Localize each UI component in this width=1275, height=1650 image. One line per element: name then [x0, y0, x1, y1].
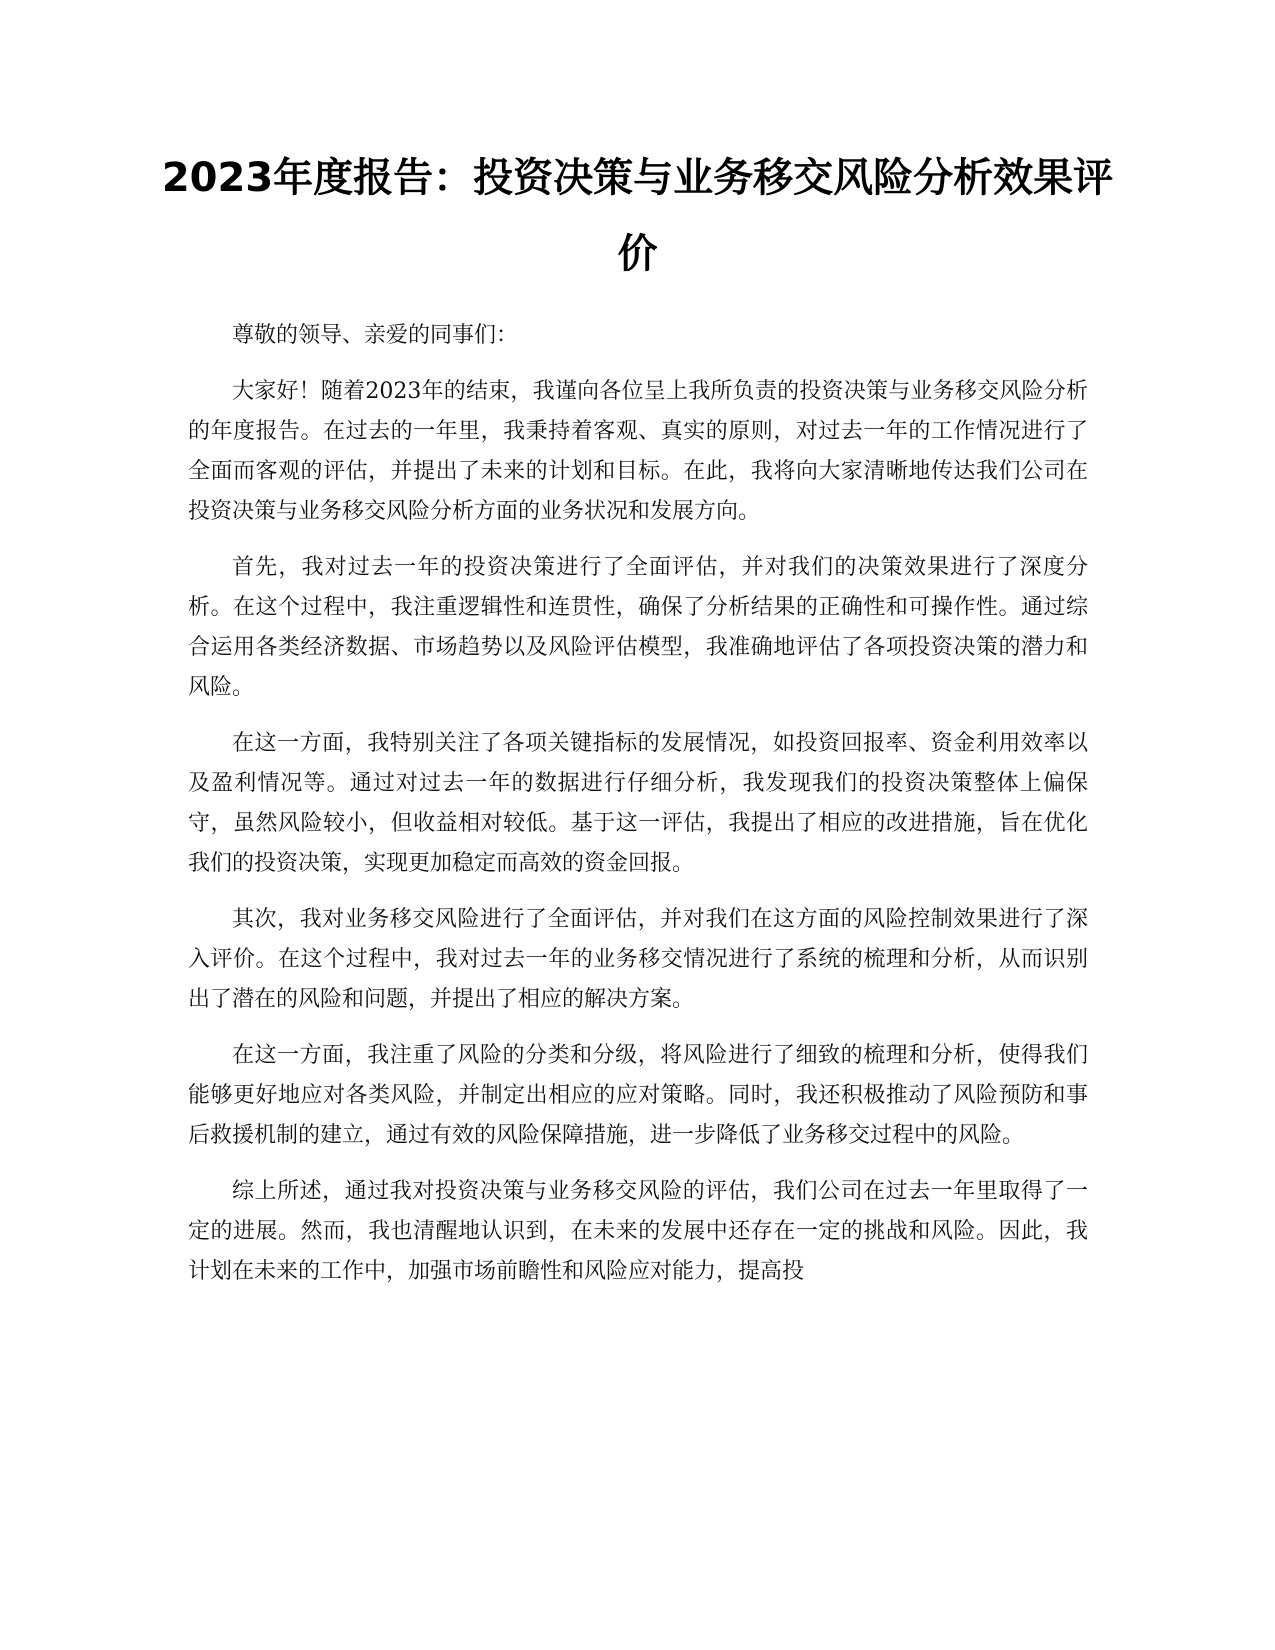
- paragraph-intro: 大家好！随着2023年的结束，我谨向各位呈上我所负责的投资决策与业务移交风险分析的年度报告。在过去的一年里，我秉持着客观、真实的原则，对过去一年的工作情况进行了全面而客观的评估，并提出了未来的计划和目标。在此，我将向大家清晰地传达我们公司在投资决策与业务移交风险分析方面的业务状况和发展方向。: [188, 379, 1088, 524]
- paragraph-risk-classification: 在这一方面，我注重了风险的分类和分级，将风险进行了细致的梳理和分析，使得我们能够更好地应对各类风险，并制定出相应的应对策略。同时，我还积极推动了风险预防和事后救援机制的建立，通过有效的风险保障措施，进一步降低了业务移交过程中的风险。: [188, 1043, 1088, 1148]
- document-title: 2023年度报告：投资决策与业务移交风险分析效果评价: [161, 155, 1114, 277]
- greeting: 尊敬的领导、亲爱的同事们：: [232, 323, 519, 348]
- paragraph-key-indicators: 在这一方面，我特别关注了各项关键指标的发展情况，如投资回报率、资金利用效率以及盈利情况等。通过对过去一年的数据进行仔细分析，我发现我们的投资决策整体上偏保守，虽然风险较小，但收益相对较低。基于这一评估，我提出了相应的改进措施，旨在优化我们的投资决策，实现更加稳定而高效的资金回报。: [188, 731, 1088, 876]
- document-body: [188, 316, 1088, 1308]
- paragraph-summary: 综上所述，通过我对投资决策与业务移交风险的评估，我们公司在过去一年里取得了一定的进展。然而，我也清醒地认识到，在未来的发展中还存在一定的挑战和风险。因此，我计划在未来的工作中，加强市场前瞻性和风险应对能力，提高投: [188, 1179, 1088, 1284]
- paragraph-transfer-risk: 其次，我对业务移交风险进行了全面评估，并对我们在这方面的风险控制效果进行了深入评价。在这个过程中，我对过去一年的业务移交情况进行了系统的梳理和分析，从而识别出了潜在的风险和问题，并提出了相应的解决方案。: [188, 907, 1088, 1012]
- paragraph-investment-evaluation: 首先，我对过去一年的投资决策进行了全面评估，并对我们的决策效果进行了深度分析。在这个过程中，我注重逻辑性和连贯性，确保了分析结果的正确性和可操作性。通过综合运用各类经济数据、市场趋势以及风险评估模型，我准确地评估了各项投资决策的潜力和风险。: [188, 555, 1088, 700]
